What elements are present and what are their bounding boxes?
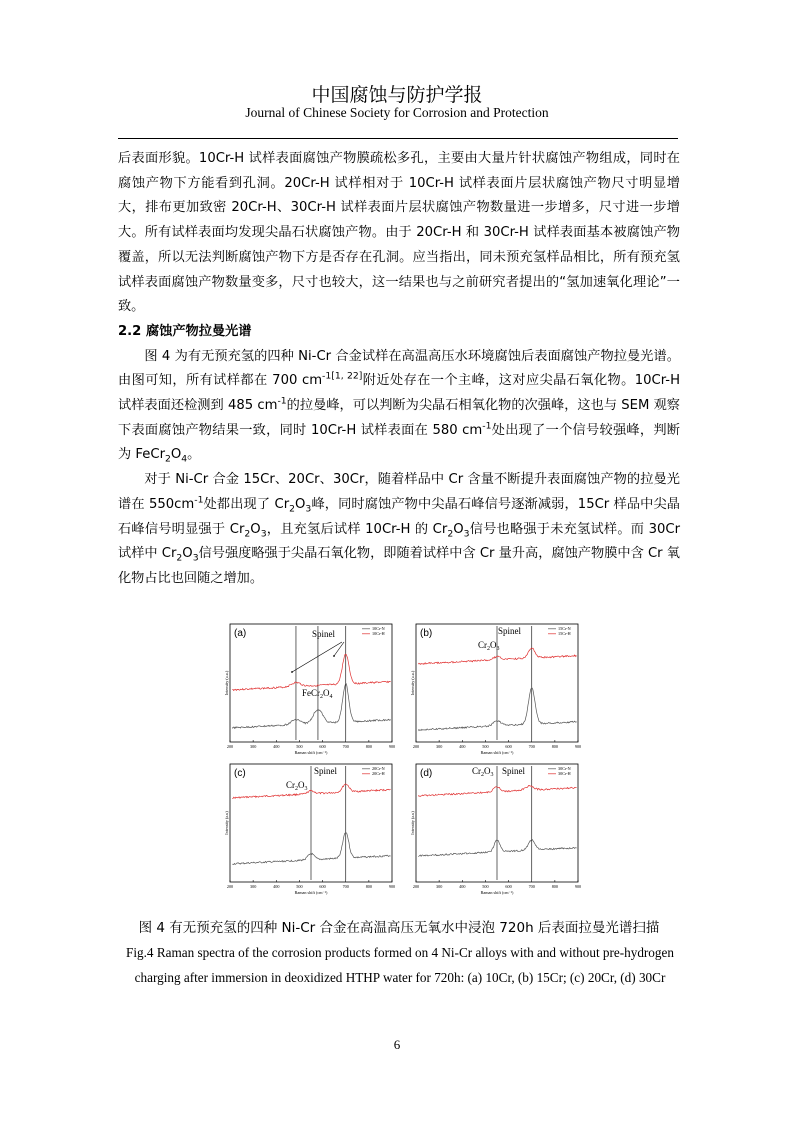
- tick-label: 200: [226, 884, 234, 889]
- paragraph-1: 后表面形貌。10Cr-H 试样表面腐蚀产物膜疏松多孔，主要由大量片针状腐蚀产物组成，同时在腐蚀产物下方能看到孔洞。20Cr-H 试样相对于 10Cr-H 试样表面片层状腐蚀产物尺寸明显增大，排布更加致密 20Cr-H、30Cr-H 试样表面片层状腐蚀产物数量进一步增多，尺寸进一步增大。所有试样表面均发现尖晶石状腐蚀产物。由于 20Cr-H 和 30Cr-H 试样表面基本被腐蚀产物覆盖，所以无法判断腐蚀产物下方是否存在孔洞。应当指出，同未预充氢样品相比，所有预充氢试样表面腐蚀产物数量变多，尺寸也较大，这一结果也与之前研究者提出的“氢加速氧化理论”一致。: [118, 151, 680, 315]
- tick-label: 600: [505, 884, 512, 889]
- legend-entry: 30Cr-N: [558, 766, 571, 771]
- annotation-oxide: $Cr_2O_3$: [478, 640, 500, 652]
- y-axis-label: Intensity (a.u.): [224, 670, 229, 696]
- x-axis-label: Raman shift (cm⁻¹): [294, 890, 328, 895]
- tick-label: 900: [574, 744, 582, 749]
- panel-label: (a): [234, 628, 247, 639]
- tick-label: 400: [273, 744, 280, 749]
- tick-label: 900: [574, 884, 582, 889]
- journal-title-cn: 中国腐蚀与防护学报: [311, 84, 483, 106]
- annotation-spinel: Spinel: [502, 766, 526, 776]
- legend-entry: 10Cr-H: [372, 631, 385, 636]
- tick-label: 700: [342, 744, 349, 749]
- tick-label: 200: [226, 744, 234, 749]
- tick-label: 800: [551, 884, 558, 889]
- body-text: [118, 147, 680, 592]
- x-axis-label: Raman shift (cm⁻¹): [480, 890, 514, 895]
- legend-entry: 15Cr-H: [558, 631, 571, 636]
- tick-label: 600: [319, 884, 326, 889]
- y-axis-label: Intensity (a.u): [224, 811, 229, 835]
- y-axis-label: Intensity (a.u): [410, 811, 415, 835]
- tick-label: 900: [388, 884, 396, 889]
- page-number: 6: [393, 1037, 401, 1052]
- tick-label: 600: [505, 744, 512, 749]
- panel-d: [410, 760, 592, 896]
- legend-entry: 20Cr-H: [372, 771, 385, 776]
- annotation-oxide: $Cr_2O_3$: [286, 780, 308, 792]
- raman-plot-d: [410, 760, 592, 896]
- tick-label: 500: [296, 744, 303, 749]
- tick-label: 700: [342, 884, 349, 889]
- paragraph-2: 图 4 为有无预充氢的四种 Ni-Cr 合金试样在高温高压水环境腐蚀后表面腐蚀产物拉曼光谱。由图可知，所有试样都在 700 $cm^{-1[1, 22]}$附近处存在一个主峰，这对应尖晶石氧化物。10Cr-H 试样表面还检测到 485 $cm^{-1}$的拉曼峰，可以判断为尖晶石相氧化物的次强峰，这也与 SEM 观察下表面腐蚀产物结果一致，同时 10Cr-H 试样表面在 580 $cm^{-1}$处出现了一个信号较强峰，判断为 $FeCr_2O_4$。: [118, 348, 680, 466]
- legend-entry: 20Cr-N: [372, 766, 385, 771]
- panel-label: (b): [420, 628, 433, 639]
- raman-plot-a: [224, 620, 406, 756]
- tick-label: 500: [296, 884, 303, 889]
- raman-plot-c: [224, 760, 406, 896]
- x-axis-label: Raman shift (cm⁻¹): [294, 750, 328, 755]
- raman-plot-b: [410, 620, 592, 756]
- panel-label: (d): [420, 768, 433, 779]
- tick-label: 300: [436, 744, 443, 749]
- legend-entry: 15Cr-N: [558, 626, 571, 631]
- x-axis-label: Raman shift (cm⁻¹): [480, 750, 514, 755]
- tick-label: 200: [412, 884, 420, 889]
- panel-a: [224, 620, 406, 756]
- figure-caption-en: Fig.4 Raman spectra of the corrosion products formed on 4 Ni-Cr alloys with and without pre-hydrogen charging after immersion in deoxidized HTHP water for 720h: (a) 10Cr, (b) 15Cr; (c) 20Cr, (d) 30Cr: [126, 945, 674, 985]
- paragraph-3: 对于 Ni-Cr 合金 15Cr、20Cr、30Cr，随着样品中 Cr 含量不断提升表面腐蚀产物的拉曼光谱在 $550cm^{-1}$处都出现了 $Cr_2O_3$峰，同时腐蚀产物中尖晶石峰信号逐渐减弱，15Cr 样品中尖晶石峰信号明显强于 $Cr_2O_3$，且充氢后试样 10Cr-H 的 $Cr_2O_3$信号也略强于未充氢试样。而 30Cr 试样中 $Cr_2O_3$信号强度略强于尖晶石氧化物，即随着试样中含 Cr 量升高，腐蚀产物膜中含 Cr 氧化物占比也回随之增加。: [118, 472, 680, 586]
- panel-b: [410, 620, 592, 756]
- figure-caption-cn: 图 4 有无预充氢的四种 Ni-Cr 合金在高温高压无氧水中浸泡 720h 后表面拉曼光谱扫描: [138, 920, 660, 936]
- tick-label: 500: [482, 744, 489, 749]
- tick-label: 400: [273, 884, 280, 889]
- annotation-spinel: Spinel: [312, 629, 336, 639]
- section-title: 2.2 腐蚀产物拉曼光谱: [118, 323, 252, 339]
- tick-label: 800: [365, 744, 372, 749]
- tick-label: 700: [528, 884, 535, 889]
- tick-label: 800: [365, 884, 372, 889]
- header-rule: [118, 138, 678, 139]
- tick-label: 500: [482, 884, 489, 889]
- legend-entry: 10Cr-N: [372, 626, 385, 631]
- annotation-oxide: $FeCr_2O_4$: [302, 688, 333, 700]
- tick-label: 900: [388, 744, 396, 749]
- tick-label: 300: [436, 884, 443, 889]
- panel-c: [224, 760, 406, 896]
- tick-label: 200: [412, 744, 420, 749]
- legend-entry: 30Cr-H: [558, 771, 571, 776]
- tick-label: 400: [459, 744, 466, 749]
- annotation-oxide: $Cr_2O_3$: [472, 766, 494, 778]
- tick-label: 300: [250, 884, 257, 889]
- panel-label: (c): [234, 768, 246, 779]
- annotation-spinel: Spinel: [498, 626, 522, 636]
- tick-label: 700: [528, 744, 535, 749]
- tick-label: 600: [319, 744, 326, 749]
- annotation-spinel: Spinel: [314, 766, 338, 776]
- tick-label: 300: [250, 744, 257, 749]
- y-axis-label: Intensity (a.u.): [410, 670, 415, 696]
- tick-label: 400: [459, 884, 466, 889]
- tick-label: 800: [551, 744, 558, 749]
- journal-title-en: Journal of Chinese Society for Corrosion and Protection: [245, 105, 549, 120]
- figure-4: [224, 620, 600, 896]
